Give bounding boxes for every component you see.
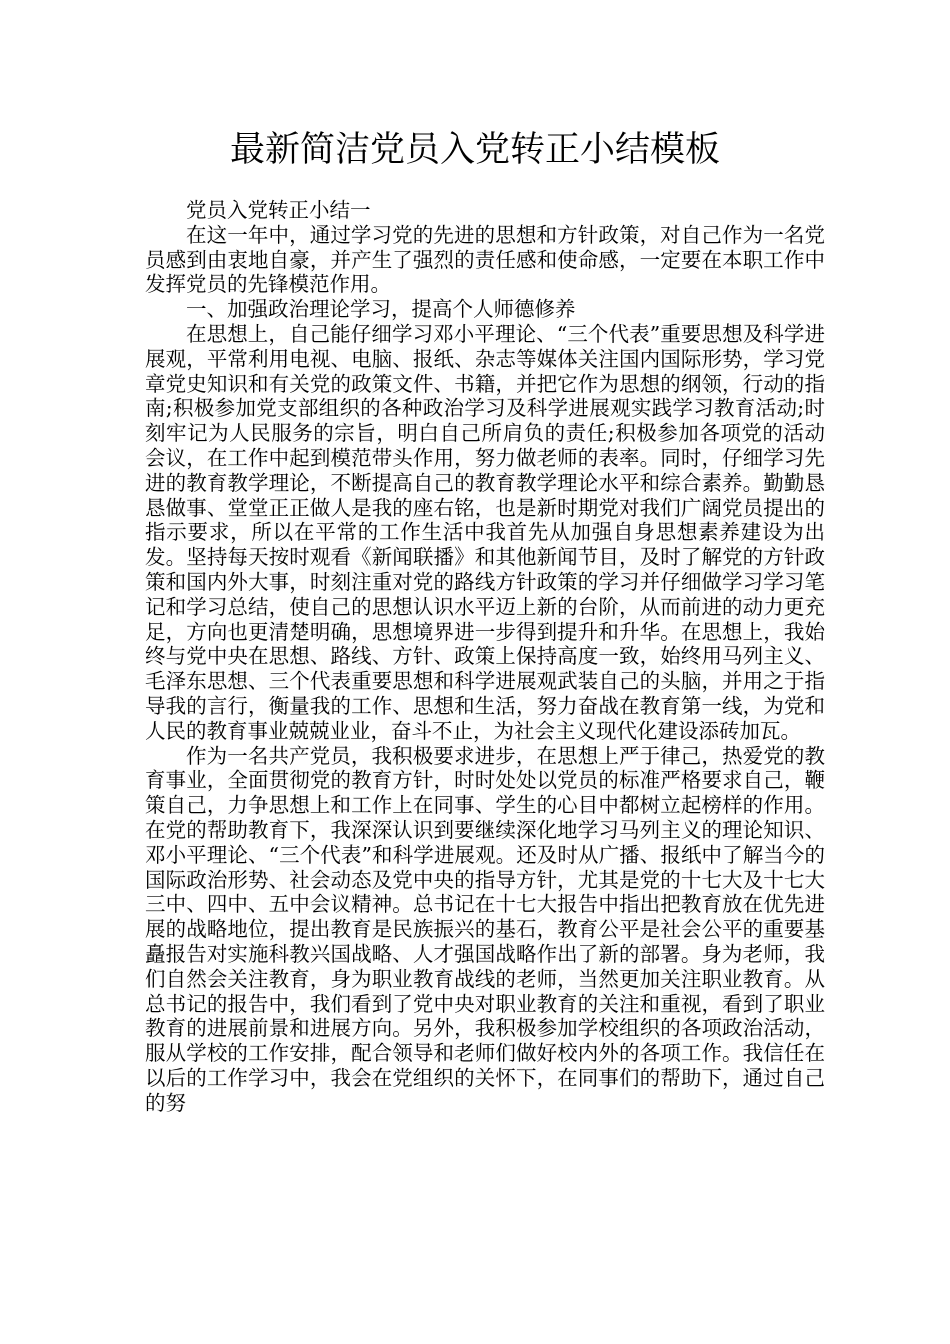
section-heading-summary-one: 党员入党转正小结一 xyxy=(186,198,371,222)
section-heading-political-study: 一、加强政治理论学习，提高个人师德修养 xyxy=(186,297,576,322)
paragraph-party-member: 作为一名共产党员，我积极要求进步，在思想上严于律己，热爱党的教育事业，全面贯彻党的教育方针，时时处处以党员的标准严格要求自己，鞭策自己，力争思想上和工作上在同事、学生的心目中都树立起榜样的作用。在党的帮助教育下，我深深认识到要继续深化地学习马列主义的理论知识、邓小平理论、“三个代表”和科学进展观。还及时从广播、报纸中了解当今的国际政治形势、社会动态及党中央的指导方针，尤其是党的十七大及十七大三中、四中、五中会议精神。总书记在十七大报告中指出把教育放在优先进展的战略地位，提出教育是民族振兴的基石，教育公平是社会公平的重要基矗报告对实施科教兴国战略、人才强国战略作出了新的部署。身为老师，我们自然会关注教育，身为职业教育战线的老师，当然更加关注职业教育。从总书记的报告中，我们看到了党中央对职业教育的关注和重视，看到了职业教育的进展前景和进展方向。另外，我积极参加学校组织的各项政治活动，服从学校的工作安排，配合领导和老师们做好校内外的各项工作。我信任在以后的工作学习中，我会在党组织的关怀下，在同事们的帮助下，通过自己的努 xyxy=(145,743,825,1115)
document-body xyxy=(145,198,825,1115)
paragraph-intro: 在这一年中，通过学习党的先进的思想和方针政策，对自己作为一名党员感到由衷地自豪，并产生了强烈的责任感和使命感，一定要在本职工作中发挥党员的先锋模范作用。 xyxy=(145,222,825,297)
document-title: 最新简洁党员入党转正小结模板 xyxy=(229,130,720,170)
paragraph-thought: 在思想上，自己能仔细学习邓小平理论、“三个代表”重要思想及科学进展观，平常利用电视、电脑、报纸、杂志等媒体关注国内国际形势，学习党章党史知识和有关党的政策文件、书籍，并把它作为思想的纲领，行动的指南;积极参加党支部组织的各种政治学习及科学进展观实践学习教育活动;时刻牢记为人民服务的宗旨，明白自己所肩负的责任;积极参加各项党的活动会议，在工作中起到模范带头作用，努力做老师的表率。同时，仔细学习先进的教育教学理论，不断提高自己的教育教学理论水平和综合素养。勤勤恳恳做事、堂堂正正做人是我的座右铭，也是新时期党对我们广阔党员提出的指示要求，所以在平常的工作生活中我首先从加强自身思想素养建设为出发。坚持每天按时观看《新闻联播》和其他新闻节目，及时了解党的方针政策和国内外大事，时刻注重对党的路线方针政策的学习并仔细做学习学习笔记和学习总结，使自己的思想认识水平迈上新的台阶，从而前进的动力更充足，方向也更清楚明确，思想境界进一步得到提升和升华。在思想上，我始终与党中央在思想、路线、方针、政策上保持高度一致，始终用马列主义、毛泽东思想、三个代表重要思想和科学进展观武装自己的头脑，并用之于指导我的言行，衡量我的工作、思想和生活，努力奋战在教育第一线，为党和人民的教育事业兢兢业业，奋斗不止，为社会主义现代化建设添砖加瓦。 xyxy=(145,321,825,743)
